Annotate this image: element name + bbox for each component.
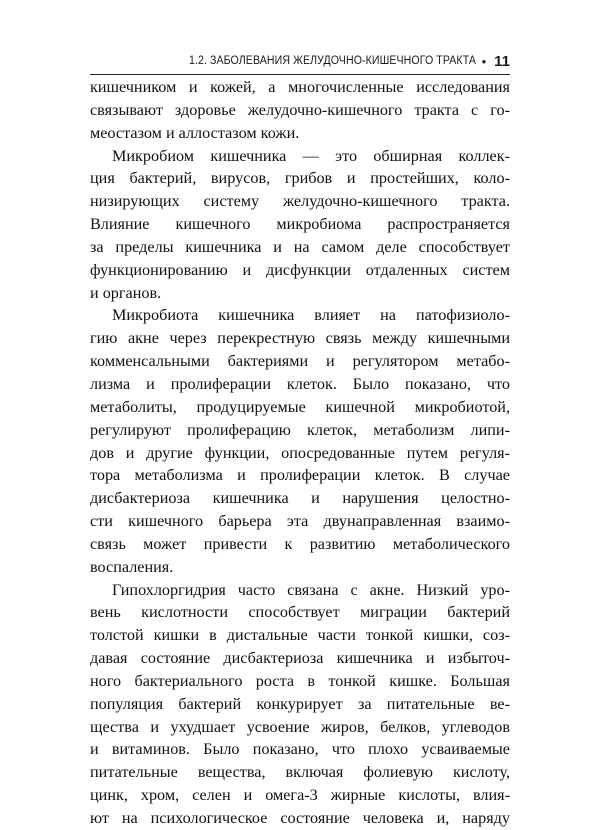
text-line: ют на психологическое состояние человека и, наряду	[90, 809, 510, 827]
paragraph-2	[90, 145, 510, 305]
text-line: дисбактериоза кишечника и нарушения целостно-	[90, 489, 510, 508]
text-line: питательные вещества, включая фолиевую кислоту,	[90, 763, 510, 782]
text-line: цинк, хром, селен и омега-3 жирные кислоты, влия-	[90, 786, 510, 805]
text-line: вень кислотности способствует миграции бактерий	[90, 603, 510, 622]
body-text	[90, 76, 510, 830]
text-line: связывают здоровье желудочно-кишечного тракта с го-	[90, 100, 510, 119]
text-line: ного бактериального роста в тонкой кишке. Большая	[90, 671, 510, 690]
text-line: метаболиты, продуцируемые кишечной микробиотой,	[90, 397, 510, 416]
header-rule	[90, 74, 510, 75]
text-line: ция бактерий, вирусов, грибов и простейших, коло-	[90, 169, 510, 188]
text-line: тора метаболизма и пролиферации клеток. В случае	[90, 466, 510, 485]
text-line: комменсальными бактериями и регулятором метабо-	[90, 352, 510, 371]
text-line: регулируют пролиферацию клеток, метаболизм липи-	[90, 420, 510, 439]
text-line: меостазом и аллостазом кожи.	[90, 123, 300, 142]
text-line: дов и другие функции, опосредованные путем регуля-	[90, 443, 510, 462]
text-line: за пределы кишечника и на самом деле способствует	[90, 237, 510, 256]
text-line: щества и ухудшает усвоение жиров, белков, углеводов	[90, 717, 510, 736]
text-line: и витаминов. Было показано, что плохо усваиваемые	[90, 740, 510, 759]
paragraph-4	[90, 579, 510, 830]
text-line: воспаления.	[90, 557, 174, 576]
text-line: низирующих систему желудочно-кишечного тракта.	[90, 192, 510, 211]
running-header	[90, 50, 510, 72]
text-line: толстой кишки в дистальные части тонкой кишки, соз-	[90, 626, 510, 645]
text-line: гию акне через перекрестную связь между кишечными	[90, 329, 510, 348]
text-line: Микробиота кишечника влияет на патофизиоло-	[112, 306, 510, 325]
text-line: связь может привести к развитию метаболического	[90, 534, 510, 553]
text-line: давая состояние дисбактериоза кишечника и избыточ-	[90, 649, 510, 668]
paragraph-1	[90, 76, 510, 145]
text-line: лизма и пролиферации клеток. Было показано, что	[90, 374, 510, 393]
text-line: Влияние кишечного микробиома распространяется	[90, 215, 510, 234]
text-line: Микробиом кишечника — это обширная коллек-	[112, 146, 510, 165]
text-line: сти кишечного барьера эта двунаправленная взаимо-	[90, 512, 510, 531]
bullet-separator: •	[481, 53, 487, 69]
text-line: функционированию и дисфункции отдаленных систем	[90, 260, 510, 279]
paragraph-3	[90, 304, 510, 578]
text-line: Гипохлоргидрия часто связана с акне. Низкий уро-	[112, 580, 510, 599]
section-title: 1.2. ЗАБОЛЕВАНИЯ ЖЕЛУДОЧНО-КИШЕЧНОГО ТРАКТА	[188, 55, 476, 67]
text-line: популяция бактерий конкурирует за питательные ве-	[90, 694, 510, 713]
page-number: 11	[494, 52, 510, 70]
text-line: и органов.	[90, 283, 162, 302]
text-line: кишечником и кожей, а многочисленные исследования	[90, 78, 510, 96]
